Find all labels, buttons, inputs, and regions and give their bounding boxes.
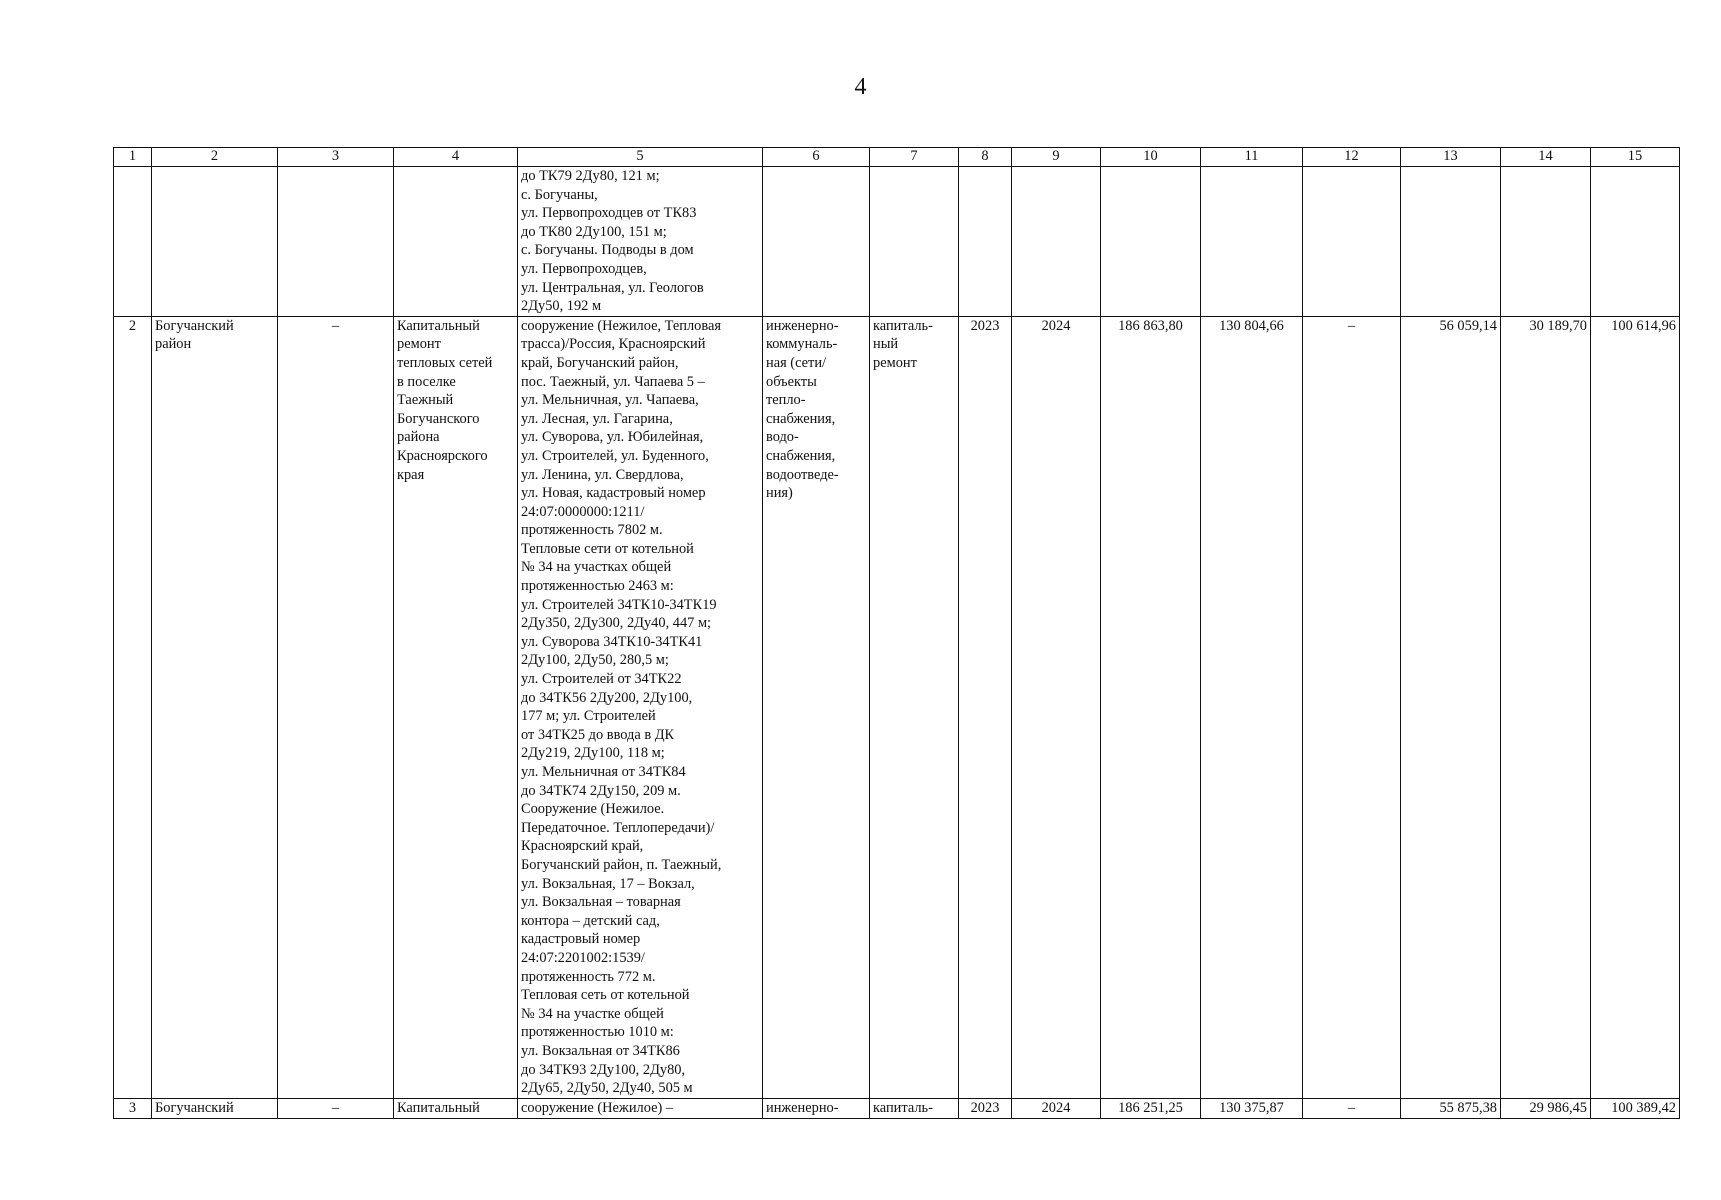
table-row bbox=[114, 316, 1680, 1098]
cell-infrastructure-type bbox=[763, 167, 870, 317]
column-header: 7 bbox=[870, 148, 959, 167]
cell-col13 bbox=[1401, 167, 1501, 317]
cell-col12: – bbox=[1303, 316, 1401, 1098]
cell-col10 bbox=[1101, 167, 1201, 317]
cell-col14: 29 986,45 bbox=[1501, 1098, 1591, 1118]
cell-col10: 186 251,25 bbox=[1101, 1098, 1201, 1118]
cell-infrastructure-type: инженерно- bbox=[763, 1098, 870, 1118]
cell-col12: – bbox=[1303, 1098, 1401, 1118]
cell-col13: 55 875,38 bbox=[1401, 1098, 1501, 1118]
cell-col11 bbox=[1201, 167, 1303, 317]
cell-col3: – bbox=[278, 316, 394, 1098]
data-table bbox=[113, 147, 1680, 1119]
cell-district: Богучанский район bbox=[152, 316, 278, 1098]
cell-col10: 186 863,80 bbox=[1101, 316, 1201, 1098]
cell-number: 2 bbox=[114, 316, 152, 1098]
column-header: 6 bbox=[763, 148, 870, 167]
column-header: 9 bbox=[1012, 148, 1101, 167]
cell-start-year: 2023 bbox=[959, 316, 1012, 1098]
cell-number: 3 bbox=[114, 1098, 152, 1118]
cell-number bbox=[114, 167, 152, 317]
page-number: 4 bbox=[854, 74, 867, 100]
header-row bbox=[114, 148, 1680, 167]
column-header: 11 bbox=[1201, 148, 1303, 167]
cell-district: Богучанский bbox=[152, 1098, 278, 1118]
cell-project-name bbox=[394, 167, 518, 317]
cell-col13: 56 059,14 bbox=[1401, 316, 1501, 1098]
column-header: 4 bbox=[394, 148, 518, 167]
cell-col15: 100 389,42 bbox=[1591, 1098, 1680, 1118]
cell-end-year: 2024 bbox=[1012, 316, 1101, 1098]
cell-project-name: Капитальный bbox=[394, 1098, 518, 1118]
cell-start-year bbox=[959, 167, 1012, 317]
cell-end-year: 2024 bbox=[1012, 1098, 1101, 1118]
column-header: 13 bbox=[1401, 148, 1501, 167]
column-header: 14 bbox=[1501, 148, 1591, 167]
cell-start-year: 2023 bbox=[959, 1098, 1012, 1118]
table-row bbox=[114, 167, 1680, 317]
column-header: 3 bbox=[278, 148, 394, 167]
cell-col12 bbox=[1303, 167, 1401, 317]
cell-end-year bbox=[1012, 167, 1101, 317]
column-header: 8 bbox=[959, 148, 1012, 167]
cell-district bbox=[152, 167, 278, 317]
column-header: 5 bbox=[518, 148, 763, 167]
cell-col15: 100 614,96 bbox=[1591, 316, 1680, 1098]
cell-col15 bbox=[1591, 167, 1680, 317]
cell-col3 bbox=[278, 167, 394, 317]
column-header: 2 bbox=[152, 148, 278, 167]
table-row bbox=[114, 1098, 1680, 1118]
cell-work-type: капиталь- ный ремонт bbox=[870, 316, 959, 1098]
cell-col3: – bbox=[278, 1098, 394, 1118]
column-header: 10 bbox=[1101, 148, 1201, 167]
cell-col11: 130 804,66 bbox=[1201, 316, 1303, 1098]
column-header: 12 bbox=[1303, 148, 1401, 167]
column-header: 15 bbox=[1591, 148, 1680, 167]
cell-col11: 130 375,87 bbox=[1201, 1098, 1303, 1118]
cell-object-description: сооружение (Нежилое, Тепловая трасса)/Россия, Красноярский край, Богучанский район, пос. Таежный, ул. Чапаева 5 – ул. Мельничная, ул. Чапаева, ул. Лесная, ул. Гагарина, ул. Суворова, ул. Юбилейная, ул. Строителей, ул. Буденного, ул. Ленина, ул. Свердлова, ул. Новая, кадастровый номер 24:07:0000000:1211/ протяженность 7802 м. Тепловые сети от котельной № 34 на участках общей протяженностью 2463 м: ул. Строителей 34ТК10-34ТК19 2Ду350, 2Ду300, 2Ду40, 447 м; ул. Суворова 34ТК10-34ТК41 2Ду100, 2Ду50, 280,5 м; ул. Строителей от 34ТК22 до 34ТК56 2Ду200, 2Ду100, 177 м; ул. Строителей от 34ТК25 до ввода в ДК 2Ду219, 2Ду100, 118 м; ул. Мельничная от 34ТК84 до 34ТК74 2Ду150, 209 м. Сооружение (Нежилое. Передаточное. Теплопередачи)/ Красноярский край, Богучанский район, п. Таежный, ул. Вокзальная, 17 – Вокзал, ул. Вокзальная – товарная контора – детский сад, кадастровый номер 24:07:2201002:1539/ протяженность 772 м. Тепловая сеть от котельной № 34 на участке общей протяженностью 1010 м: ул. Вокзальная от 34ТК86 до 34ТК93 2Ду100, 2Ду80, 2Ду65, 2Ду50, 2Ду40, 505 м bbox=[518, 316, 763, 1098]
cell-object-description: сооружение (Нежилое) – bbox=[518, 1098, 763, 1118]
cell-col14: 30 189,70 bbox=[1501, 316, 1591, 1098]
cell-infrastructure-type: инженерно- коммуналь- ная (сети/ объекты тепло- снабжения, водо- снабжения, водоотведе- ния) bbox=[763, 316, 870, 1098]
cell-object-description: до ТК79 2Ду80, 121 м; с. Богучаны, ул. Первопроходцев от ТК83 до ТК80 2Ду100, 151 м; с. Богучаны. Подводы в дом ул. Первопроходцев, ул. Центральная, ул. Геологов 2Ду50, 192 м bbox=[518, 167, 763, 317]
cell-work-type bbox=[870, 167, 959, 317]
cell-work-type: капиталь- bbox=[870, 1098, 959, 1118]
cell-col14 bbox=[1501, 167, 1591, 317]
column-header: 1 bbox=[114, 148, 152, 167]
cell-project-name: Капитальный ремонт тепловых сетей в поселке Таежный Богучанского района Красноярского края bbox=[394, 316, 518, 1098]
